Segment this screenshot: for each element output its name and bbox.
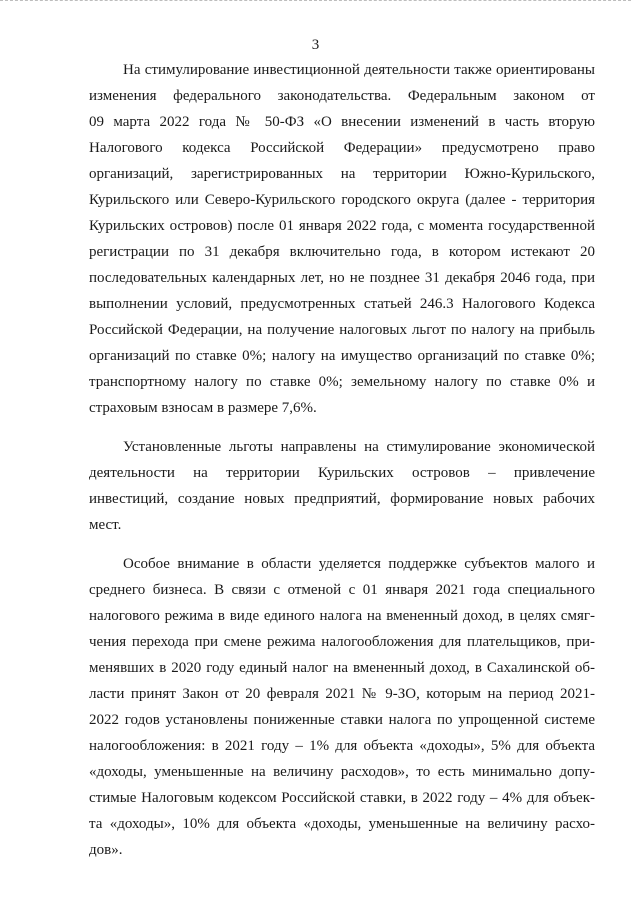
text-line: Установленные льготы направлены на стимулирование экономической — [123, 439, 595, 455]
text-line: организаций, зарегистрированных на территории Южно-Курильского, — [89, 166, 595, 182]
text-line: менявших в 2020 году единый налог на вмененный доход, в Сахалинской об- — [89, 660, 595, 676]
text-line: налогообложения: в 2021 году – 1% для объекта «доходы», 5% для объекта — [89, 738, 595, 754]
text-line: Курильских островов) после 01 января 2022 года, с момента государственной — [89, 218, 595, 234]
text-line: 2022 годов установлены пониженные ставки налога по упрощенной системе — [89, 712, 595, 728]
text-line: Налогового кодекса Российской Федерации» предусмотрено право — [89, 140, 595, 156]
text-line: изменения федерального законодательства. Федеральным законом от — [89, 88, 595, 104]
paragraph-investment-incentives — [89, 57, 595, 421]
text-line: выполнении условий, предусмотренных статьей 246.3 Налогового Кодекса — [89, 296, 595, 312]
text-line: налогового режима в виде единого налога на вмененный доход, в целях смяг- — [89, 608, 595, 624]
paragraph-small-business-support — [89, 551, 595, 863]
text-line: деятельности на территории Курильских островов – привлечение — [89, 465, 595, 481]
paragraph-kuril-benefits — [89, 434, 595, 538]
text-line: стимые Налоговым кодексом Российской ставки, в 2022 году – 4% для объек- — [89, 790, 595, 806]
text-line: та «доходы», 10% для объекта «доходы, уменьшенные на величину расхо- — [89, 816, 595, 832]
text-line: На стимулирование инвестиционной деятельности также ориентированы — [123, 62, 595, 78]
text-line: дов». — [89, 842, 123, 858]
text-line: чения перехода при смене режима налогообложения для плательщиков, при- — [89, 634, 595, 650]
text-line: 09 марта 2022 года № 50-ФЗ «О внесении изменений в часть вторую — [89, 114, 595, 130]
scan-top-edge — [0, 0, 631, 2]
text-line: транспортному налогу по ставке 0%; земельному налогу по ставке 0% и — [89, 374, 595, 390]
text-line: мест. — [89, 517, 122, 533]
text-line: последовательных календарных лет, но не позднее 31 декабря 2046 года, при — [89, 270, 595, 286]
document-body — [89, 57, 595, 876]
text-line: Российской Федерации, на получение налоговых льгот по налогу на прибыль — [89, 322, 595, 338]
text-line: инвестиций, создание новых предприятий, формирование новых рабочих — [89, 491, 595, 507]
text-line: регистрации по 31 декабря включительно года, в котором истекают 20 — [89, 244, 595, 260]
text-line: организаций по ставке 0%; налогу на имущество организаций по ставке 0%; — [89, 348, 595, 364]
text-line: Курильского или Северо-Курильского городского округа (далее - территория — [89, 192, 595, 208]
text-line: «доходы, уменьшенные на величину расходов», то есть минимально допу- — [89, 764, 595, 780]
text-line: среднего бизнеса. В связи с отменой с 01 января 2021 года специального — [89, 582, 595, 598]
text-line: ласти принят Закон от 20 февраля 2021 № 9-ЗО, которым на период 2021- — [89, 686, 595, 702]
text-line: Особое внимание в области уделяется поддержке субъектов малого и — [123, 556, 595, 572]
page-number: 3 — [311, 37, 320, 53]
text-line: страховым взносам в размере 7,6%. — [89, 400, 317, 416]
